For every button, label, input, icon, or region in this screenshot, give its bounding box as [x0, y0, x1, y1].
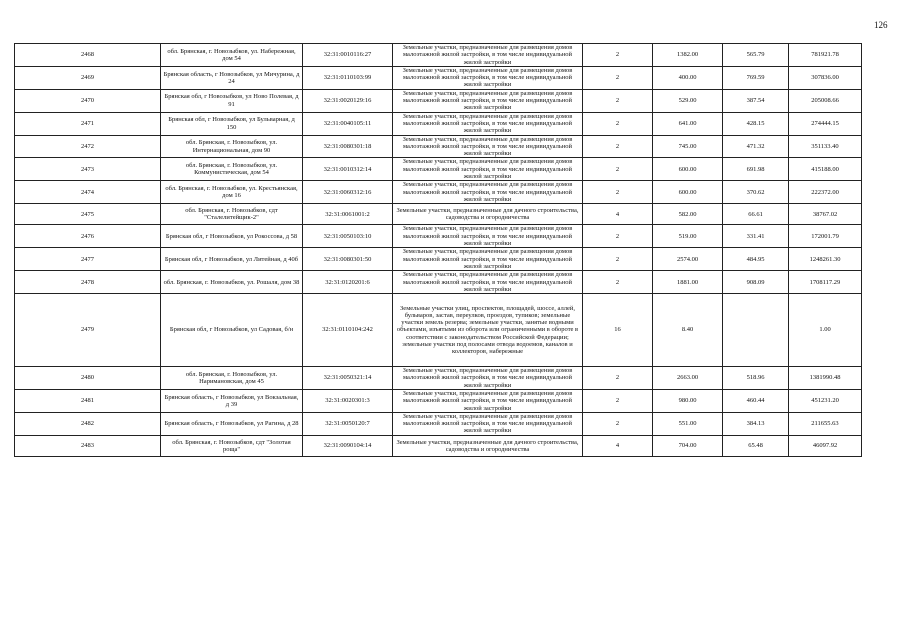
specific-value-cell: 370.62 — [723, 181, 789, 204]
area-cell: 980.00 — [653, 389, 723, 412]
row-number: 2480 — [15, 367, 161, 390]
address-cell: обл. Брянская, г. Новозыбков, сдт "Сталелитейщик-2" — [161, 204, 303, 225]
area-cell: 2663.00 — [653, 367, 723, 390]
specific-value-cell: 387.54 — [723, 89, 789, 112]
area-cell: 1881.00 — [653, 271, 723, 294]
cadastral-value-cell: 222372.00 — [789, 181, 862, 204]
table-row — [15, 181, 862, 204]
row-number: 2473 — [15, 158, 161, 181]
group-cell: 2 — [583, 181, 653, 204]
address-cell: обл. Брянская, г. Новозыбков, ул. Рошаля, дом 38 — [161, 271, 303, 294]
cadastral-value-cell: 307836.00 — [789, 66, 862, 89]
group-cell: 2 — [583, 158, 653, 181]
row-number: 2475 — [15, 204, 161, 225]
cadastral-number-cell: 32:31:0060312:16 — [303, 181, 393, 204]
group-cell: 16 — [583, 294, 653, 367]
cadastral-number-cell: 32:31:0110103:99 — [303, 66, 393, 89]
area-cell: 745.00 — [653, 135, 723, 158]
cadastral-value-cell: 1248261.30 — [789, 248, 862, 271]
specific-value-cell: 331.41 — [723, 225, 789, 248]
specific-value-cell: 66.61 — [723, 204, 789, 225]
cadastral-number-cell: 32:31:0010312:14 — [303, 158, 393, 181]
address-cell: Брянская область, г Новозыбков, ул Мичурина, д 24 — [161, 66, 303, 89]
row-number: 2481 — [15, 389, 161, 412]
cadastral-number-cell: 32:31:0020129:16 — [303, 89, 393, 112]
address-cell: обл. Брянская, г. Новозыбков, ул. Набережная, дом 54 — [161, 44, 303, 67]
cadastral-value-cell: 46097.92 — [789, 435, 862, 456]
area-cell: 551.00 — [653, 412, 723, 435]
specific-value-cell: 691.98 — [723, 158, 789, 181]
address-cell: Брянская обл, г Новозыбков, ул Бульварная, д 150 — [161, 112, 303, 135]
land-use-cell: Земельные участки, предназначенные для размещения домов малоэтажной жилой застройки, в том числе индивидуальной жилой застройки — [393, 66, 583, 89]
group-cell: 2 — [583, 112, 653, 135]
specific-value-cell: 769.59 — [723, 66, 789, 89]
land-use-cell: Земельные участки, предназначенные для размещения домов малоэтажной жилой застройки, в том числе индивидуальной жилой застройки — [393, 112, 583, 135]
cadastral-value-cell: 351133.40 — [789, 135, 862, 158]
cadastral-number-cell: 32:31:0061001:2 — [303, 204, 393, 225]
cadastral-value-cell: 781921.78 — [789, 44, 862, 67]
cadastral-value-table — [14, 43, 862, 457]
cadastral-number-cell: 32:31:0110104:242 — [303, 294, 393, 367]
land-use-cell: Земельные участки, предназначенные для размещения домов малоэтажной жилой застройки, в том числе индивидуальной жилой застройки — [393, 44, 583, 67]
row-number: 2474 — [15, 181, 161, 204]
row-number: 2468 — [15, 44, 161, 67]
land-use-cell: Земельные участки, предназначенные для размещения домов малоэтажной жилой застройки, в том числе индивидуальной жилой застройки — [393, 367, 583, 390]
area-cell: 8.40 — [653, 294, 723, 367]
cadastral-number-cell: 32:31:0050103:10 — [303, 225, 393, 248]
table-row — [15, 44, 862, 67]
cadastral-value-cell: 38767.02 — [789, 204, 862, 225]
group-cell: 2 — [583, 271, 653, 294]
area-cell: 529.00 — [653, 89, 723, 112]
specific-value-cell: 384.13 — [723, 412, 789, 435]
cadastral-number-cell: 32:31:0040105:11 — [303, 112, 393, 135]
row-number: 2476 — [15, 225, 161, 248]
table-row — [15, 158, 862, 181]
table-row — [15, 135, 862, 158]
row-number: 2469 — [15, 66, 161, 89]
land-use-cell: Земельные участки, предназначенные для размещения домов малоэтажной жилой застройки, в том числе индивидуальной жилой застройки — [393, 389, 583, 412]
cadastral-value-cell: 1708117.29 — [789, 271, 862, 294]
specific-value-cell: 428.15 — [723, 112, 789, 135]
table-row — [15, 112, 862, 135]
specific-value-cell: 908.09 — [723, 271, 789, 294]
specific-value-cell: 460.44 — [723, 389, 789, 412]
cadastral-value-cell: 205008.66 — [789, 89, 862, 112]
table-row — [15, 89, 862, 112]
group-cell: 4 — [583, 435, 653, 456]
group-cell: 2 — [583, 225, 653, 248]
table-row — [15, 367, 862, 390]
area-cell: 582.00 — [653, 204, 723, 225]
table-row — [15, 412, 862, 435]
land-use-cell: Земельные участки, предназначенные для размещения домов малоэтажной жилой застройки, в том числе индивидуальной жилой застройки — [393, 412, 583, 435]
group-cell: 2 — [583, 89, 653, 112]
row-number: 2479 — [15, 294, 161, 367]
group-cell: 2 — [583, 66, 653, 89]
group-cell: 4 — [583, 204, 653, 225]
cadastral-value-cell: 1381990.48 — [789, 367, 862, 390]
area-cell: 600.00 — [653, 158, 723, 181]
cadastral-value-cell: 451231.20 — [789, 389, 862, 412]
land-use-cell: Земельные участки, предназначенные для дачного строительства, садоводства и огородничества — [393, 204, 583, 225]
address-cell: Брянская обл, г Новозыбков, ул Рокоссова, д 58 — [161, 225, 303, 248]
area-cell: 704.00 — [653, 435, 723, 456]
address-cell: обл. Брянская, г. Новозыбков, ул. Крестьянская, дом 16 — [161, 181, 303, 204]
land-use-cell: Земельные участки, предназначенные для размещения домов малоэтажной жилой застройки, в том числе индивидуальной жилой застройки — [393, 89, 583, 112]
area-cell: 641.00 — [653, 112, 723, 135]
specific-value-cell: 518.96 — [723, 367, 789, 390]
group-cell: 2 — [583, 44, 653, 67]
area-cell: 400.00 — [653, 66, 723, 89]
group-cell: 2 — [583, 367, 653, 390]
table-row — [15, 271, 862, 294]
specific-value-cell: 65.48 — [723, 435, 789, 456]
table-row — [15, 204, 862, 225]
table-row — [15, 294, 862, 367]
area-cell: 519.00 — [653, 225, 723, 248]
group-cell: 2 — [583, 248, 653, 271]
table-row — [15, 66, 862, 89]
group-cell: 2 — [583, 135, 653, 158]
cadastral-number-cell: 32:31:0080301:50 — [303, 248, 393, 271]
specific-value-cell — [723, 294, 789, 367]
address-cell: Брянская обл, г Новозыбков, ул Литейная, д 40б — [161, 248, 303, 271]
address-cell: обл. Брянская, г. Новозыбков, ул. Наримановская, дом 45 — [161, 367, 303, 390]
specific-value-cell: 565.79 — [723, 44, 789, 67]
table-row — [15, 225, 862, 248]
address-cell: Брянская область, г Новозыбков, ул Вокзальная, д 39 — [161, 389, 303, 412]
row-number: 2472 — [15, 135, 161, 158]
page-number: 126 — [874, 20, 888, 30]
land-use-cell: Земельные участки улиц, проспектов, площадей, шоссе, аллей, бульваров, застав, переулков, проездов, тупиков; земельные участки земель резерва; земельные участки, занятые водными объектами, изъятыми из оборота или ограниченными в обороте в соответствии с законодательством Российской Федерации; земельные участки под полосами отвода водоемов, каналов и коллекторов, набережные — [393, 294, 583, 367]
area-cell: 600.00 — [653, 181, 723, 204]
row-number: 2477 — [15, 248, 161, 271]
group-cell: 2 — [583, 412, 653, 435]
group-cell: 2 — [583, 389, 653, 412]
row-number: 2482 — [15, 412, 161, 435]
row-number: 2470 — [15, 89, 161, 112]
cadastral-number-cell: 32:31:0090104:14 — [303, 435, 393, 456]
cadastral-number-cell: 32:31:0050120:7 — [303, 412, 393, 435]
cadastral-number-cell: 32:31:0080301:18 — [303, 135, 393, 158]
land-use-cell: Земельные участки, предназначенные для размещения домов малоэтажной жилой застройки, в том числе индивидуальной жилой застройки — [393, 181, 583, 204]
table-row — [15, 389, 862, 412]
address-cell: обл. Брянская, г. Новозыбков, ул. Интернациональная, дом 90 — [161, 135, 303, 158]
land-use-cell: Земельные участки, предназначенные для размещения домов малоэтажной жилой застройки, в том числе индивидуальной жилой застройки — [393, 271, 583, 294]
cadastral-value-cell: 415188.00 — [789, 158, 862, 181]
address-cell: Брянская область, г Новозыбков, ул Рагина, д 28 — [161, 412, 303, 435]
specific-value-cell: 484.95 — [723, 248, 789, 271]
address-cell: обл. Брянская, г. Новозыбков, сдт "Золотая роща" — [161, 435, 303, 456]
cadastral-number-cell: 32:31:0120201:6 — [303, 271, 393, 294]
cadastral-number-cell: 32:31:0050321:14 — [303, 367, 393, 390]
row-number: 2478 — [15, 271, 161, 294]
land-use-cell: Земельные участки, предназначенные для размещения домов малоэтажной жилой застройки, в том числе индивидуальной жилой застройки — [393, 225, 583, 248]
cadastral-value-cell: 172001.79 — [789, 225, 862, 248]
land-use-cell: Земельные участки, предназначенные для дачного строительства, садоводства и огородничества — [393, 435, 583, 456]
area-cell: 2574.00 — [653, 248, 723, 271]
address-cell: обл. Брянская, г. Новозыбков, ул. Коммунистическая, дом 54 — [161, 158, 303, 181]
cadastral-value-cell: 274444.15 — [789, 112, 862, 135]
land-use-cell: Земельные участки, предназначенные для размещения домов малоэтажной жилой застройки, в том числе индивидуальной жилой застройки — [393, 158, 583, 181]
table-row — [15, 435, 862, 456]
land-use-cell: Земельные участки, предназначенные для размещения домов малоэтажной жилой застройки, в том числе индивидуальной жилой застройки — [393, 135, 583, 158]
table-row — [15, 248, 862, 271]
land-use-cell: Земельные участки, предназначенные для размещения домов малоэтажной жилой застройки, в том числе индивидуальной жилой застройки — [393, 248, 583, 271]
row-number: 2471 — [15, 112, 161, 135]
cadastral-number-cell: 32:31:0020301:3 — [303, 389, 393, 412]
area-cell: 1382.00 — [653, 44, 723, 67]
cadastral-number-cell: 32:31:0010116:27 — [303, 44, 393, 67]
specific-value-cell: 471.32 — [723, 135, 789, 158]
address-cell: Брянская обл, г Новозыбков, ул Садовая, б/н — [161, 294, 303, 367]
address-cell: Брянская обл, г Новозыбков, ул Ново Полевая, д 91 — [161, 89, 303, 112]
cadastral-value-cell: 211655.63 — [789, 412, 862, 435]
row-number: 2483 — [15, 435, 161, 456]
cadastral-value-cell: 1.00 — [789, 294, 862, 367]
